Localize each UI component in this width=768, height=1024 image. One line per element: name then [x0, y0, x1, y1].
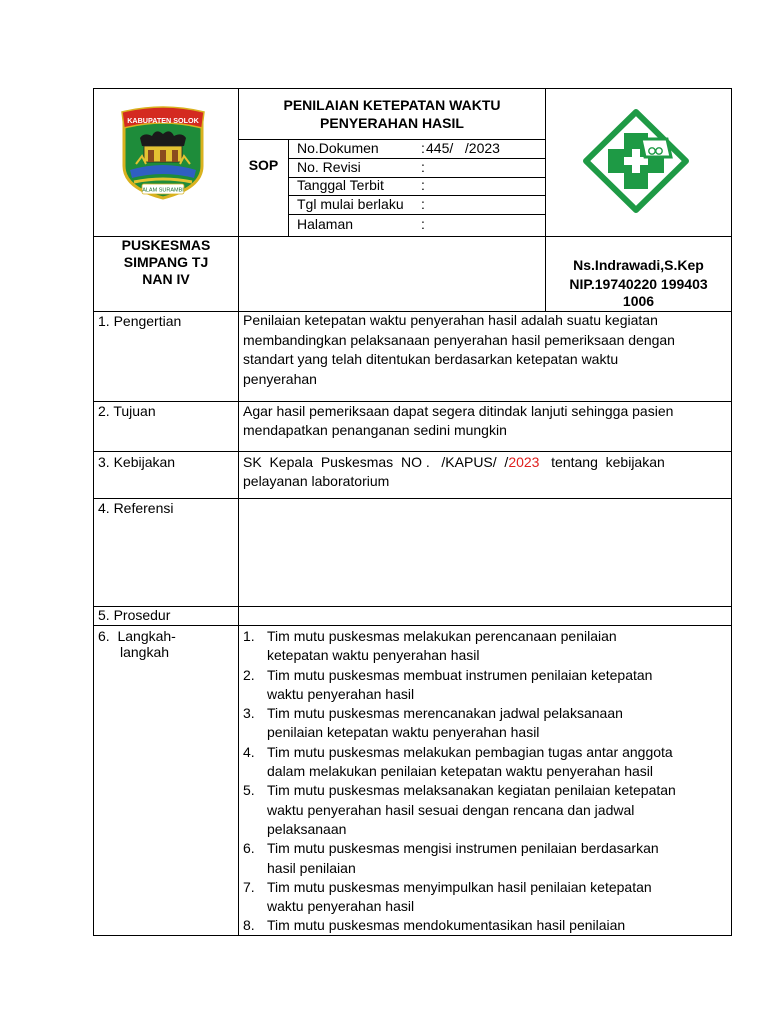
step-text: Tim mutu puskesmas melakukan perencanaan penilaian [267, 628, 617, 644]
step-text: dalam melakukan penilaian ketepatan waktu penyerahan hasil [267, 763, 654, 780]
step-number: 4. [243, 743, 255, 760]
org-name-line-3: NAN IV [142, 271, 190, 287]
list-item [243, 878, 728, 917]
list-item [243, 916, 728, 935]
step-number: 8. [243, 917, 255, 934]
kebijakan-text-line-2: pelayanan laboratorium [243, 473, 390, 489]
step-text: Tim mutu puskesmas menyimpulkan hasil penilaian ketepatan [267, 878, 652, 895]
meta-label-tanggal-terbit: Tanggal Terbit [297, 177, 384, 193]
step-text: Tim mutu puskesmas melaksanakan kegiatan penilaian ketepatan [267, 782, 676, 799]
meta-sep-no-revisi: : [421, 159, 425, 175]
step-text: Tim mutu puskesmas melakukan pembagian tugas antar anggota [267, 743, 673, 760]
step-text: waktu penyerahan hasil [267, 898, 415, 915]
list-item [243, 666, 728, 705]
step-number: 5. [243, 782, 255, 799]
step-number: 1. [243, 628, 255, 644]
meta-label-no-dokumen: No.Dokumen [297, 140, 379, 156]
section-label-pengertian: 1. Pengertian [98, 313, 182, 329]
row-line-3 [93, 451, 732, 452]
list-item [243, 781, 728, 839]
pengertian-text-line-3: standart yang telah ditentukan berdasarkan ketepatan waktu [243, 351, 619, 367]
step-text: Tim mutu puskesmas mendokumentasikan hasil penilaian [267, 917, 626, 934]
step-number: 2. [243, 666, 255, 683]
document-title-line-2: PENYERAHAN HASIL [320, 115, 464, 131]
row-line-6 [93, 625, 732, 626]
kebijakan-text-line-1 [243, 453, 725, 473]
meta-sep-halaman: : [421, 216, 425, 232]
section-label-kebijakan: 3. Kebijakan [98, 454, 176, 470]
pengertian-text-line-4: penyerahan [243, 371, 317, 387]
row-line-4 [93, 498, 732, 499]
org-name-line-1: PUSKESMAS [121, 237, 211, 253]
step-text: waktu penyerahan hasil [267, 685, 415, 702]
section-label-langkah-1: 6. Langkah- [98, 628, 176, 644]
meta-label-no-revisi: No. Revisi [297, 159, 361, 175]
step-number: 3. [243, 705, 255, 722]
pengertian-text-line-1: Penilaian ketepatan waktu penyerahan hasil adalah suatu kegiatan [243, 312, 658, 328]
list-item [243, 839, 728, 878]
kebijakan-part-2: tentang kebijakan [539, 454, 665, 470]
step-text: Tim mutu puskesmas membuat instrumen penilaian ketepatan [267, 666, 653, 683]
meta-divider [288, 139, 289, 237]
sop-label: SOP [248, 157, 279, 173]
section-label-prosedur: 5. Prosedur [98, 607, 171, 623]
meta-label-halaman: Halaman [297, 216, 354, 232]
border-top [93, 88, 732, 89]
pengertian-text-line-2: membandingkan pelaksanaan penyerahan hasil pemeriksaan dengan [243, 332, 675, 348]
header-divider-1 [238, 88, 239, 936]
document-title-line-1: PENILAIAN KETEPATAN WAKTU [283, 97, 501, 113]
list-item [243, 627, 728, 666]
section-label-tujuan: 2. Tujuan [98, 403, 156, 419]
step-text: hasil penilaian [267, 859, 356, 876]
step-text: pelaksanaan [267, 820, 347, 837]
list-item [243, 743, 728, 782]
border-right [731, 88, 732, 936]
signer-name: Ns.Indrawadi,S.Kep [573, 257, 704, 273]
list-item [243, 704, 728, 743]
meta-sep-tgl-mulai: : [421, 196, 425, 212]
kabupaten-solok-logo [118, 106, 208, 202]
border-left [93, 88, 94, 936]
step-number: 7. [243, 878, 255, 895]
step-text: Tim mutu puskesmas mengisi instrumen penilaian berdasarkan [267, 840, 659, 857]
step-text: waktu penyerahan hasil sesuai dengan rencana dan jadwal [267, 801, 635, 818]
tujuan-text-line-2: mendapatkan penanganan sedini mungkin [243, 422, 507, 438]
step-text: penilaian ketepatan waktu penyerahan hasil [267, 724, 540, 741]
section-label-referensi: 4. Referensi [98, 500, 174, 516]
kebijakan-part-1: SK Kepala Puskesmas NO . /KAPUS/ / [243, 454, 509, 470]
puskesmas-logo [583, 109, 689, 213]
step-text: ketepatan waktu penyerahan hasil [267, 647, 480, 664]
org-name-line-2: SIMPANG TJ [123, 254, 209, 270]
row-line-5 [93, 606, 732, 607]
kebijakan-year: 2023 [508, 454, 540, 470]
section-label-langkah-2: langkah [120, 644, 170, 660]
step-text: Tim mutu puskesmas merencanakan jadwal pelaksanaan [267, 705, 623, 722]
logo-top-text: KABUPATEN SOLOK [127, 116, 199, 125]
meta-label-tgl-mulai: Tgl mulai berlaku [297, 196, 404, 212]
meta-sep-tanggal-terbit: : [421, 177, 425, 193]
signer-nip-line-2: 1006 [622, 293, 655, 309]
tujuan-text-line-1: Agar hasil pemeriksaan dapat segera ditindak lanjuti sehingga pasien [243, 403, 674, 419]
step-number: 6. [243, 840, 255, 857]
meta-sep-no-dokumen: : [421, 140, 425, 156]
logo-bottom-text: ALAM SURAMBI [142, 187, 184, 194]
meta-value-no-dokumen: 445/ /2023 [426, 140, 500, 156]
signer-nip-line-1: NIP.19740220 199403 [569, 276, 708, 292]
procedure-steps-list [243, 627, 728, 936]
